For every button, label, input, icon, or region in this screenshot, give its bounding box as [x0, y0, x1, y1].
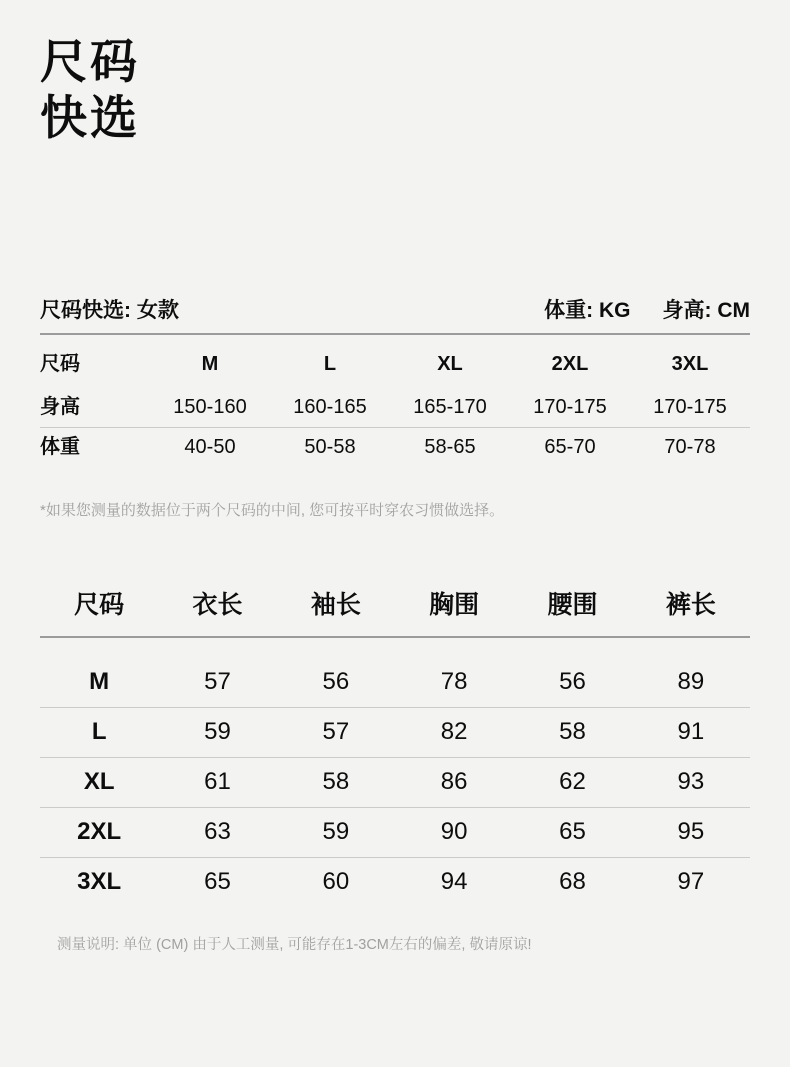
measurement-table-cell: 59 [277, 807, 395, 857]
measurement-column-header: 尺码 [40, 575, 158, 637]
height-unit-label: 身高: CM [662, 299, 750, 322]
measurement-table-header-row [40, 575, 750, 637]
measurement-table-cell: 90 [395, 807, 513, 857]
quick-table-cell: 160-165 [293, 395, 367, 418]
measurement-table-cell: 78 [440, 667, 468, 695]
section-header-label: 尺码快选: 女款 [40, 299, 179, 322]
measurement-table-cell: 60 [277, 857, 395, 907]
measurement-table-row [40, 857, 750, 907]
page-title [40, 34, 140, 146]
quick-row-label: 身高 [40, 395, 80, 418]
measurement-table-cell: 94 [395, 857, 513, 907]
measurement-size-label: L [40, 707, 158, 757]
unit-labels [544, 298, 750, 324]
quick-size-header: 3XL [671, 352, 709, 375]
measurement-table-cell: 89 [677, 667, 705, 695]
measurement-table-row [40, 707, 750, 757]
measurement-column-header: 裤长 [632, 575, 750, 637]
measurement-column-header: 袖长 [277, 575, 395, 637]
measurement-table-cell: 56 [559, 667, 586, 695]
measurement-table-cell: 93 [632, 757, 750, 807]
quick-table-row [40, 387, 750, 427]
measurement-table-cell: 65 [158, 857, 276, 907]
size-note: *如果您测量的数据位于两个尺码的中间, 您可按平时穿农习惯做选择。 [40, 502, 505, 519]
quick-table-cell: 58-65 [390, 427, 510, 467]
measurement-table-cell: 61 [158, 757, 276, 807]
quick-row-label: 体重 [40, 427, 150, 467]
measurement-table-body [40, 637, 750, 907]
measurement-size-label: M [89, 667, 110, 695]
quick-table-cell: 40-50 [150, 427, 270, 467]
quick-size-header: M [201, 352, 219, 375]
measurement-size-label: 2XL [40, 807, 158, 857]
measurement-table [40, 575, 750, 907]
measurement-table-cell: 86 [395, 757, 513, 807]
measurement-table-cell: 97 [632, 857, 750, 907]
quick-size-header: XL [437, 352, 463, 375]
quick-table-cell: 150-160 [173, 395, 247, 418]
measurement-size-label: XL [40, 757, 158, 807]
table-spacer-row [40, 637, 750, 657]
quick-table-cell: 65-70 [510, 427, 630, 467]
quick-table-cell: 70-78 [630, 427, 750, 467]
page-title-line2: 快选 [40, 91, 140, 144]
measurement-table-cell: 82 [395, 707, 513, 757]
measurement-table-cell: 57 [277, 707, 395, 757]
quick-column-label: 尺码 [40, 352, 80, 375]
measurement-note: 测量说明: 单位 (CM) 由于人工测量, 可能存在1-3CM左右的偏差, 敬请原谅! [57, 937, 532, 953]
measurement-column-header: 胸围 [395, 575, 513, 637]
quick-size-header: L [323, 352, 337, 375]
quick-table-cell: 50-58 [270, 427, 390, 467]
quick-size-header: 2XL [551, 352, 589, 375]
measurement-table-cell: 68 [513, 857, 631, 907]
measurement-table-row [40, 657, 750, 707]
measurement-size-label: 3XL [40, 857, 158, 907]
measurement-column-header: 腰围 [513, 575, 631, 637]
weight-unit-label: 体重: KG [544, 299, 631, 322]
measurement-table-cell: 91 [632, 707, 750, 757]
page-title-line1: 尺码 [40, 35, 140, 88]
measurement-table-cell: 57 [204, 667, 231, 695]
quick-size-table [40, 333, 750, 467]
measurement-column-header: 衣长 [158, 575, 276, 637]
quick-table-cell: 170-175 [533, 395, 607, 418]
measurement-table-cell: 58 [513, 707, 631, 757]
quick-table-header-row [40, 334, 750, 387]
measurement-table-row [40, 757, 750, 807]
quick-table-cell: 170-175 [653, 395, 727, 418]
measurement-table-cell: 62 [513, 757, 631, 807]
measurement-table-cell: 59 [158, 707, 276, 757]
measurement-table-cell: 58 [277, 757, 395, 807]
quick-table-body [40, 387, 750, 467]
measurement-table-cell: 56 [322, 667, 350, 695]
section-header [40, 298, 750, 324]
measurement-table-cell: 65 [513, 807, 631, 857]
quick-table-row [40, 427, 750, 467]
measurement-table-cell: 95 [632, 807, 750, 857]
quick-table-cell: 165-170 [413, 395, 487, 418]
measurement-table-row [40, 807, 750, 857]
measurement-table-cell: 63 [158, 807, 276, 857]
